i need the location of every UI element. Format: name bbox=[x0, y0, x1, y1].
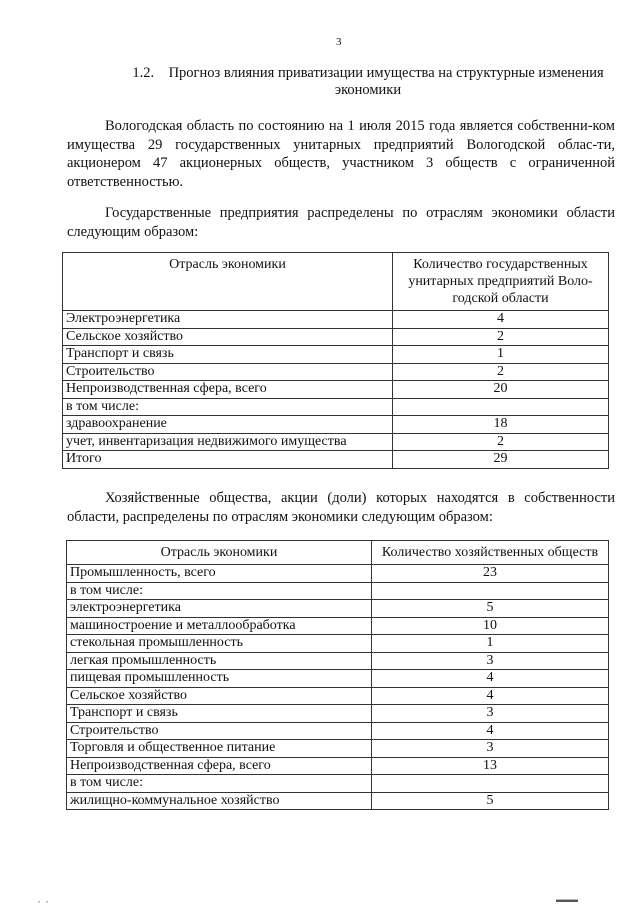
table-row bbox=[67, 740, 609, 758]
table-row bbox=[63, 451, 609, 469]
count-cell bbox=[372, 775, 609, 793]
business-companies-table bbox=[66, 540, 609, 810]
sector-cell: здравоохранение bbox=[63, 416, 393, 434]
table1-lead-paragraph: Государственные предприятия распределены по отраслям экономики области следующим образом: bbox=[67, 205, 615, 240]
table-row bbox=[63, 398, 609, 416]
header-count: Количество государственных унитарных предприятий Воло-годской области bbox=[393, 253, 609, 311]
table-row bbox=[63, 433, 609, 451]
sector-cell: легкая промышленность bbox=[67, 652, 372, 670]
scan-mark-right: ▬▬▬ bbox=[556, 895, 577, 904]
table-row bbox=[67, 582, 609, 600]
table-row bbox=[63, 381, 609, 399]
count-cell: 20 bbox=[393, 381, 609, 399]
sector-cell: Непроизводственная сфера, всего bbox=[67, 757, 372, 775]
count-cell: 5 bbox=[372, 600, 609, 618]
header-count: Количество хозяйственных обществ bbox=[372, 541, 609, 565]
section-title-line1: Прогноз влияния приватизации имущества на структурные изменения bbox=[168, 65, 604, 81]
sector-cell: электроэнергетика bbox=[67, 600, 372, 618]
sector-cell: Сельское хозяйство bbox=[67, 687, 372, 705]
count-cell: 4 bbox=[372, 670, 609, 688]
sector-cell: Электроэнергетика bbox=[63, 311, 393, 329]
sector-cell: Сельское хозяйство bbox=[63, 328, 393, 346]
count-cell: 3 bbox=[372, 740, 609, 758]
count-cell bbox=[372, 582, 609, 600]
table-row bbox=[63, 311, 609, 329]
table-row bbox=[63, 346, 609, 364]
count-cell: 2 bbox=[393, 433, 609, 451]
count-cell: 10 bbox=[372, 617, 609, 635]
sector-cell: пищевая промышленность bbox=[67, 670, 372, 688]
count-cell: 2 bbox=[393, 363, 609, 381]
sector-cell: Итого bbox=[63, 451, 393, 469]
count-cell: 23 bbox=[372, 565, 609, 583]
table-row bbox=[67, 705, 609, 723]
count-cell: 3 bbox=[372, 652, 609, 670]
sector-cell: в том числе: bbox=[63, 398, 393, 416]
table-header-row bbox=[67, 541, 609, 565]
section-number: 1.2. bbox=[132, 65, 155, 81]
table-row bbox=[67, 757, 609, 775]
table-row bbox=[67, 600, 609, 618]
sector-cell: учет, инвентаризация недвижимого имущества bbox=[63, 433, 393, 451]
table-row bbox=[67, 775, 609, 793]
sector-cell: машиностроение и металлообработка bbox=[67, 617, 372, 635]
table-row bbox=[67, 652, 609, 670]
unitary-enterprises-table bbox=[62, 252, 609, 469]
sector-cell: в том числе: bbox=[67, 775, 372, 793]
table-header-row bbox=[63, 253, 609, 311]
sector-cell: Строительство bbox=[63, 363, 393, 381]
count-cell: 29 bbox=[393, 451, 609, 469]
count-cell: 4 bbox=[393, 311, 609, 329]
table-row bbox=[67, 722, 609, 740]
section-heading bbox=[108, 65, 628, 99]
sector-cell: Непроизводственная сфера, всего bbox=[63, 381, 393, 399]
sector-cell: Промышленность, всего bbox=[67, 565, 372, 583]
sector-cell: жилищно-коммунальное хозяйство bbox=[67, 792, 372, 810]
header-sector: Отрасль экономики bbox=[67, 541, 372, 565]
table-row bbox=[63, 328, 609, 346]
count-cell: 18 bbox=[393, 416, 609, 434]
table-row bbox=[67, 635, 609, 653]
sector-cell: Торговля и общественное питание bbox=[67, 740, 372, 758]
section-title-line2: экономики bbox=[334, 82, 402, 98]
count-cell: 13 bbox=[372, 757, 609, 775]
table2-lead-paragraph: Хозяйственные общества, акции (доли) которых находятся в собственности области, распределены по отраслям экономики следующим образом: bbox=[67, 490, 615, 525]
scan-mark-left: , , bbox=[38, 895, 48, 904]
table-row bbox=[63, 363, 609, 381]
sector-cell: Транспорт и связь bbox=[67, 705, 372, 723]
table-row bbox=[67, 617, 609, 635]
count-cell: 4 bbox=[372, 722, 609, 740]
table-row bbox=[63, 416, 609, 434]
count-cell: 4 bbox=[372, 687, 609, 705]
intro-paragraph: Вологодская область по состоянию на 1 июля 2015 года является собственни-ком имущества 29 государственных унитарных предприятий Вологодской облас-ти, акционером 47 акционерных обществ, участником 3 обществ с ограниченной ответственностью. bbox=[67, 118, 615, 190]
header-sector: Отрасль экономики bbox=[63, 253, 393, 311]
table-row bbox=[67, 792, 609, 810]
sector-cell: Транспорт и связь bbox=[63, 346, 393, 364]
table-row bbox=[67, 670, 609, 688]
table-row bbox=[67, 565, 609, 583]
count-cell: 1 bbox=[372, 635, 609, 653]
count-cell: 3 bbox=[372, 705, 609, 723]
sector-cell: Строительство bbox=[67, 722, 372, 740]
count-cell: 1 bbox=[393, 346, 609, 364]
sector-cell: в том числе: bbox=[67, 582, 372, 600]
table-row bbox=[67, 687, 609, 705]
page-number: 3 bbox=[336, 36, 342, 48]
count-cell bbox=[393, 398, 609, 416]
count-cell: 2 bbox=[393, 328, 609, 346]
sector-cell: стекольная промышленность bbox=[67, 635, 372, 653]
count-cell: 5 bbox=[372, 792, 609, 810]
